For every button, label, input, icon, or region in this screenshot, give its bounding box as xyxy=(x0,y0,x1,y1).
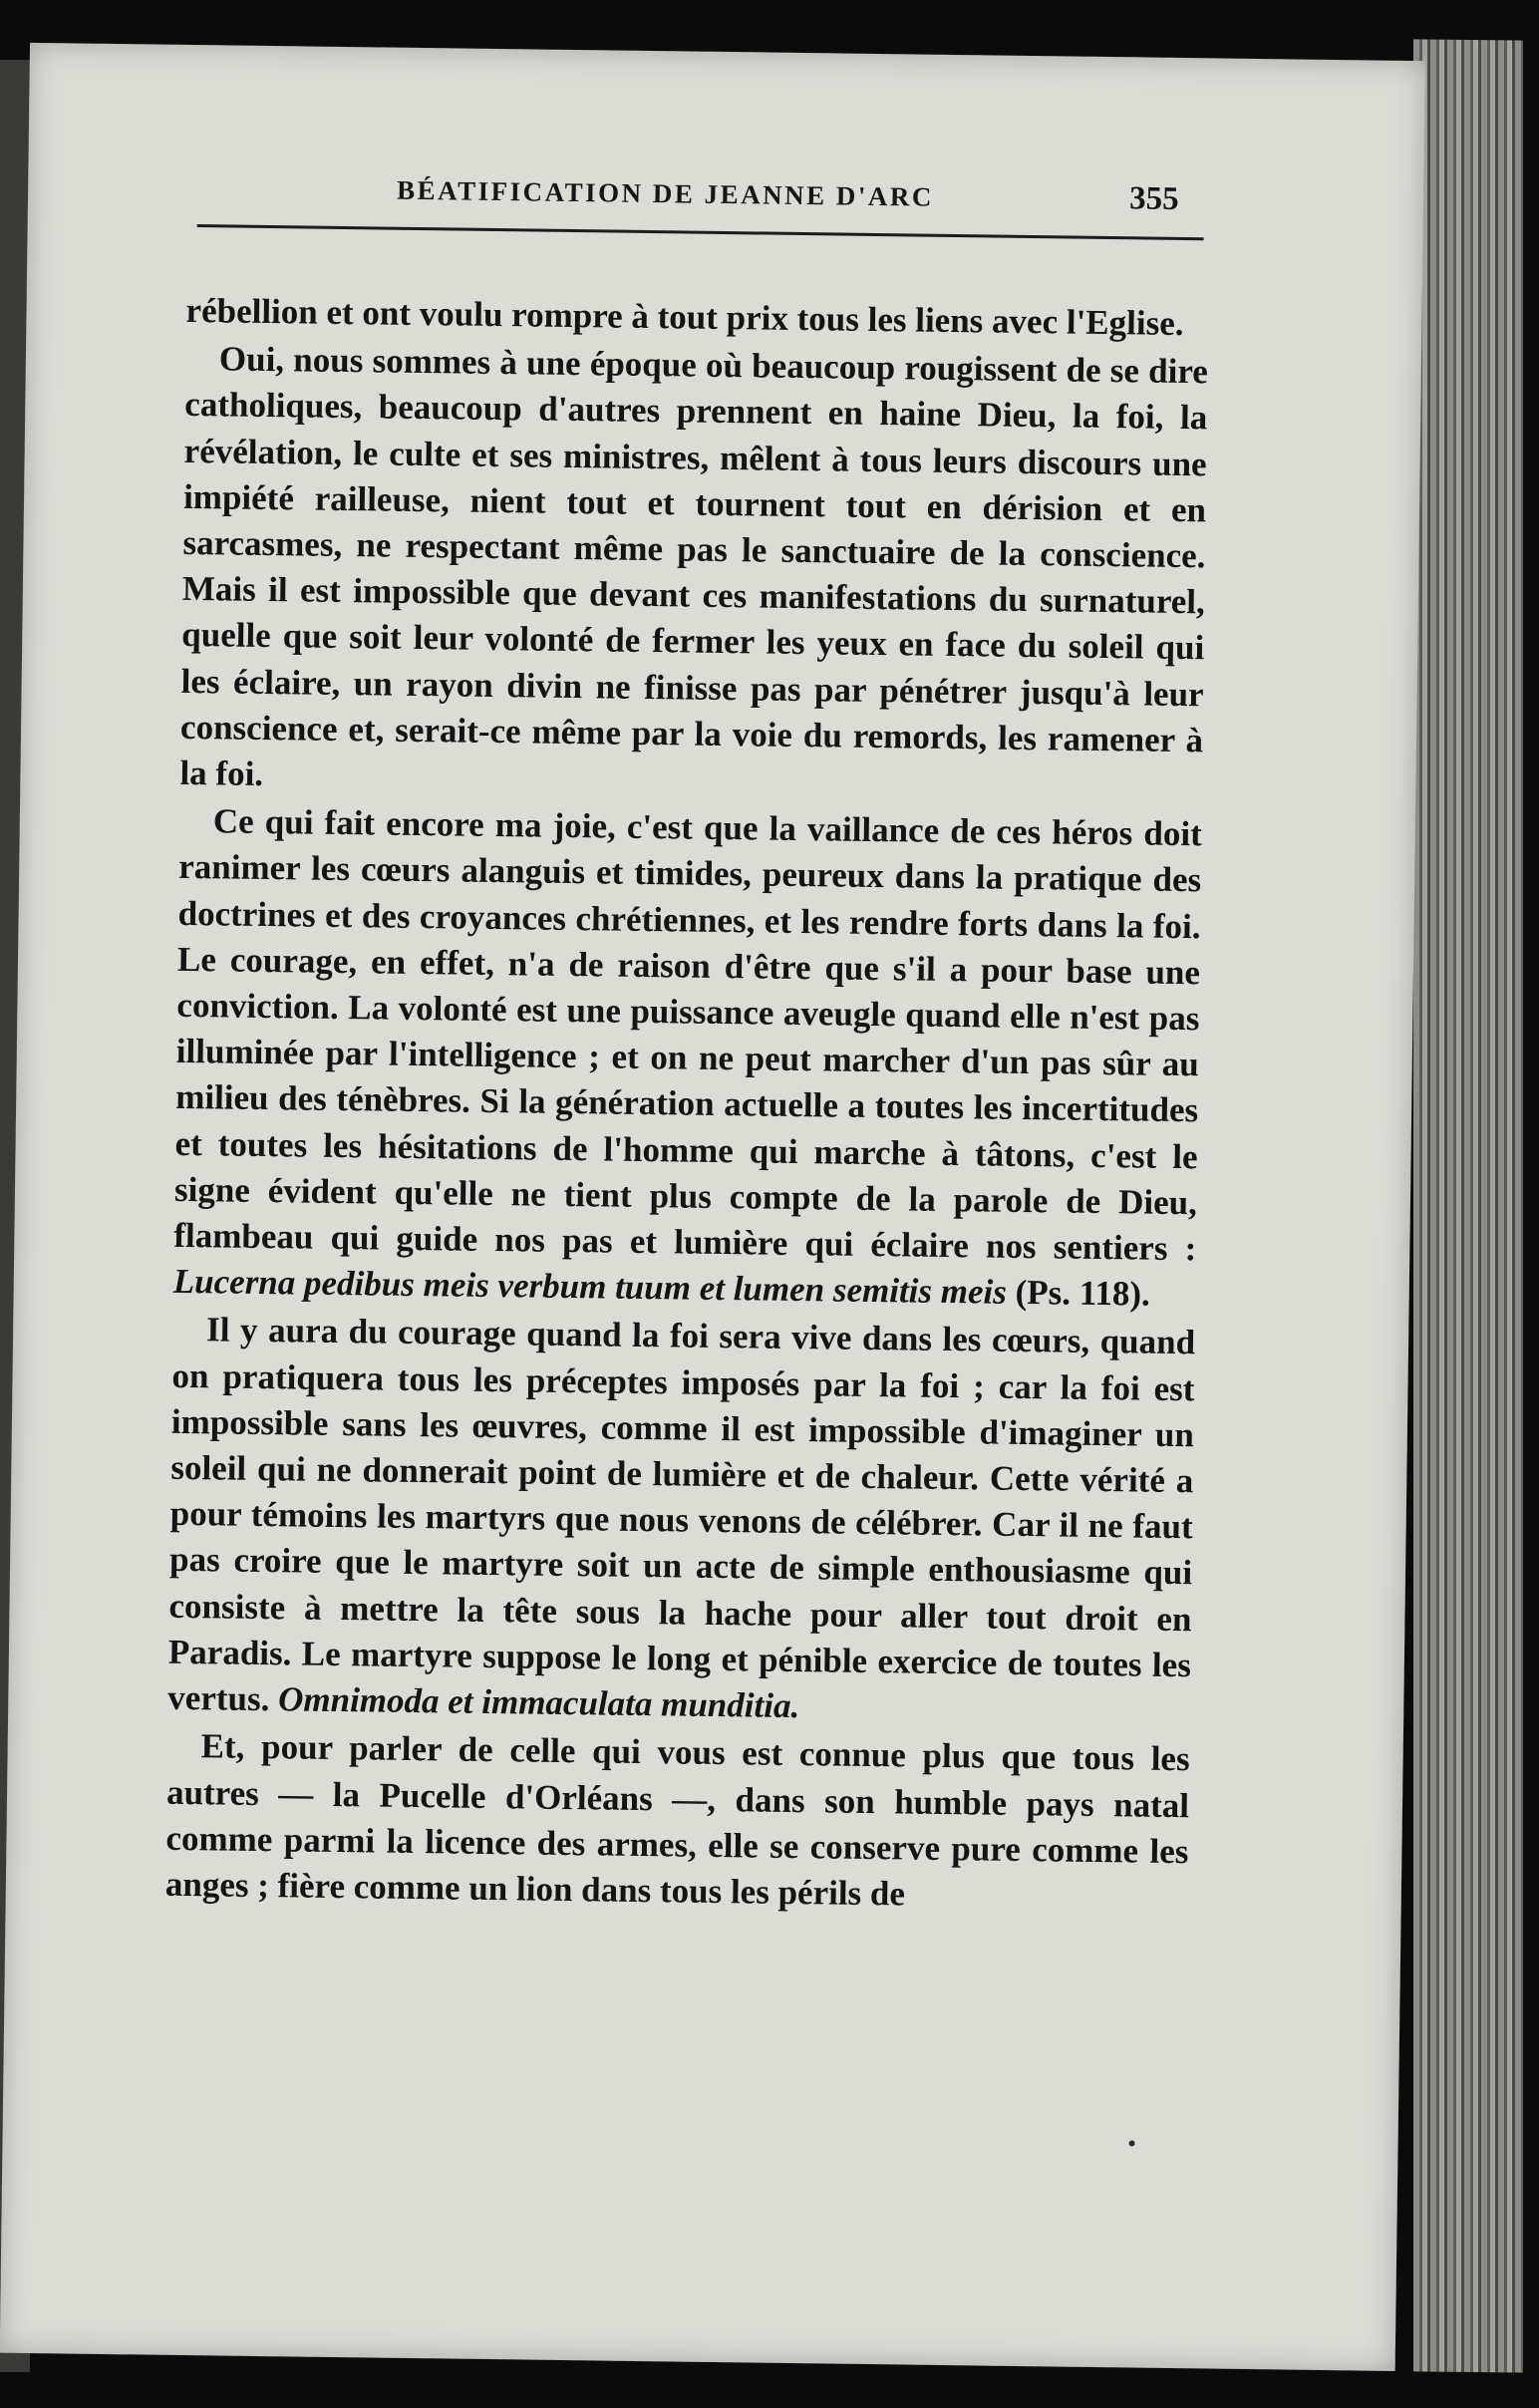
paragraph-5: Et, pour parler de celle qui vous est connue plus que tous les autres — la Pucelle d'Orléans —, dans son humble pays natal comme parmi la licence des armes, elle se conserve pure comme les anges ; fière comme un lion dans tous les périls de xyxy=(164,1726,1190,1914)
header-rule xyxy=(197,224,1204,240)
book-page xyxy=(0,43,1425,2371)
running-title: BÉATIFICATION DE JEANNE D'ARC xyxy=(396,174,935,212)
paragraph-1: rébellion et ont voulu rompre à tout prix tous les liens avec l'Eglise. xyxy=(185,290,1184,344)
paragraph-3 xyxy=(172,798,1202,1319)
latin-phrase: Omnimoda et immaculata munditia. xyxy=(277,1679,800,1726)
scripture-reference: (Ps. 118). xyxy=(1015,1273,1151,1314)
page-number: 355 xyxy=(1128,180,1179,217)
paragraph-4-text: Il y aura du courage quand la foi sera vive dans les cœurs, quand on pratiquera tous les préceptes imposés par la foi ; car la foi est impossible sans les œuvres, comme il est impossible d'imaginer un soleil qui ne donnerait point de lumière et de chaleur. Cette vérité a pour témoins les martyrs que nous venons de célébrer. Car il ne faut pas croire que le martyre soit un acte de simple enthousiasme qui consiste à mettre la tête sous la hache pour aller tout droit en Paradis. Le martyre suppose le long et pénible exercice de toutes les vertus. xyxy=(167,1310,1196,1719)
ink-speck xyxy=(1129,2140,1135,2146)
book-page-edges xyxy=(1413,39,1523,2372)
paragraph-3-text: Ce qui fait encore ma joie, c'est que la vaillance de ces héros doit ranimer les cœurs alanguis et timides, peureux dans la pratique des doctrines et des croyances chrétiennes, et les rendre forts dans la foi. Le courage, en effet, n'a de raison d'être que s'il a pour base une conviction. La volonté est une puissance aveugle quand elle n'est pas illuminée par l'intelligence ; et on ne peut marcher d'un pas sûr au milieu des ténèbres. Si la génération actuelle a toutes les incertitudes et toutes les hésitations de l'homme qui marche à tâtons, c'est le signe évident qu'elle ne tient plus compte de la parole de Dieu, flambeau qui guide nos pas et lumière qui éclaire nos sentiers : xyxy=(173,801,1203,1269)
body-text xyxy=(165,288,1209,1921)
paragraph-2: Oui, nous sommes à une époque où beaucoup rougissent de se dire catholiques, beaucoup d'autres prennent en haine Dieu, la foi, la révélation, le culte et ses ministres, mêlent à tous leurs discours une impiété railleuse, nient tout et tournent tout en dérision et en sarcasmes, ne respectant même pas le sanctuaire de la conscience. Mais il est impossible que devant ces manifestations du surnaturel, quelle que soit leur volonté de fermer les yeux en face du soleil qui les éclaire, un rayon divin ne finisse pas par pénétrer jusqu'à leur conscience et, serait-ce même par la voie du remords, les ramener à la foi. xyxy=(179,339,1209,793)
latin-quotation: Lucerna pedibus meis verbum tuum et lumen semitis meis xyxy=(172,1262,1008,1313)
page-header xyxy=(28,170,1424,248)
paragraph-4 xyxy=(167,1307,1195,1734)
